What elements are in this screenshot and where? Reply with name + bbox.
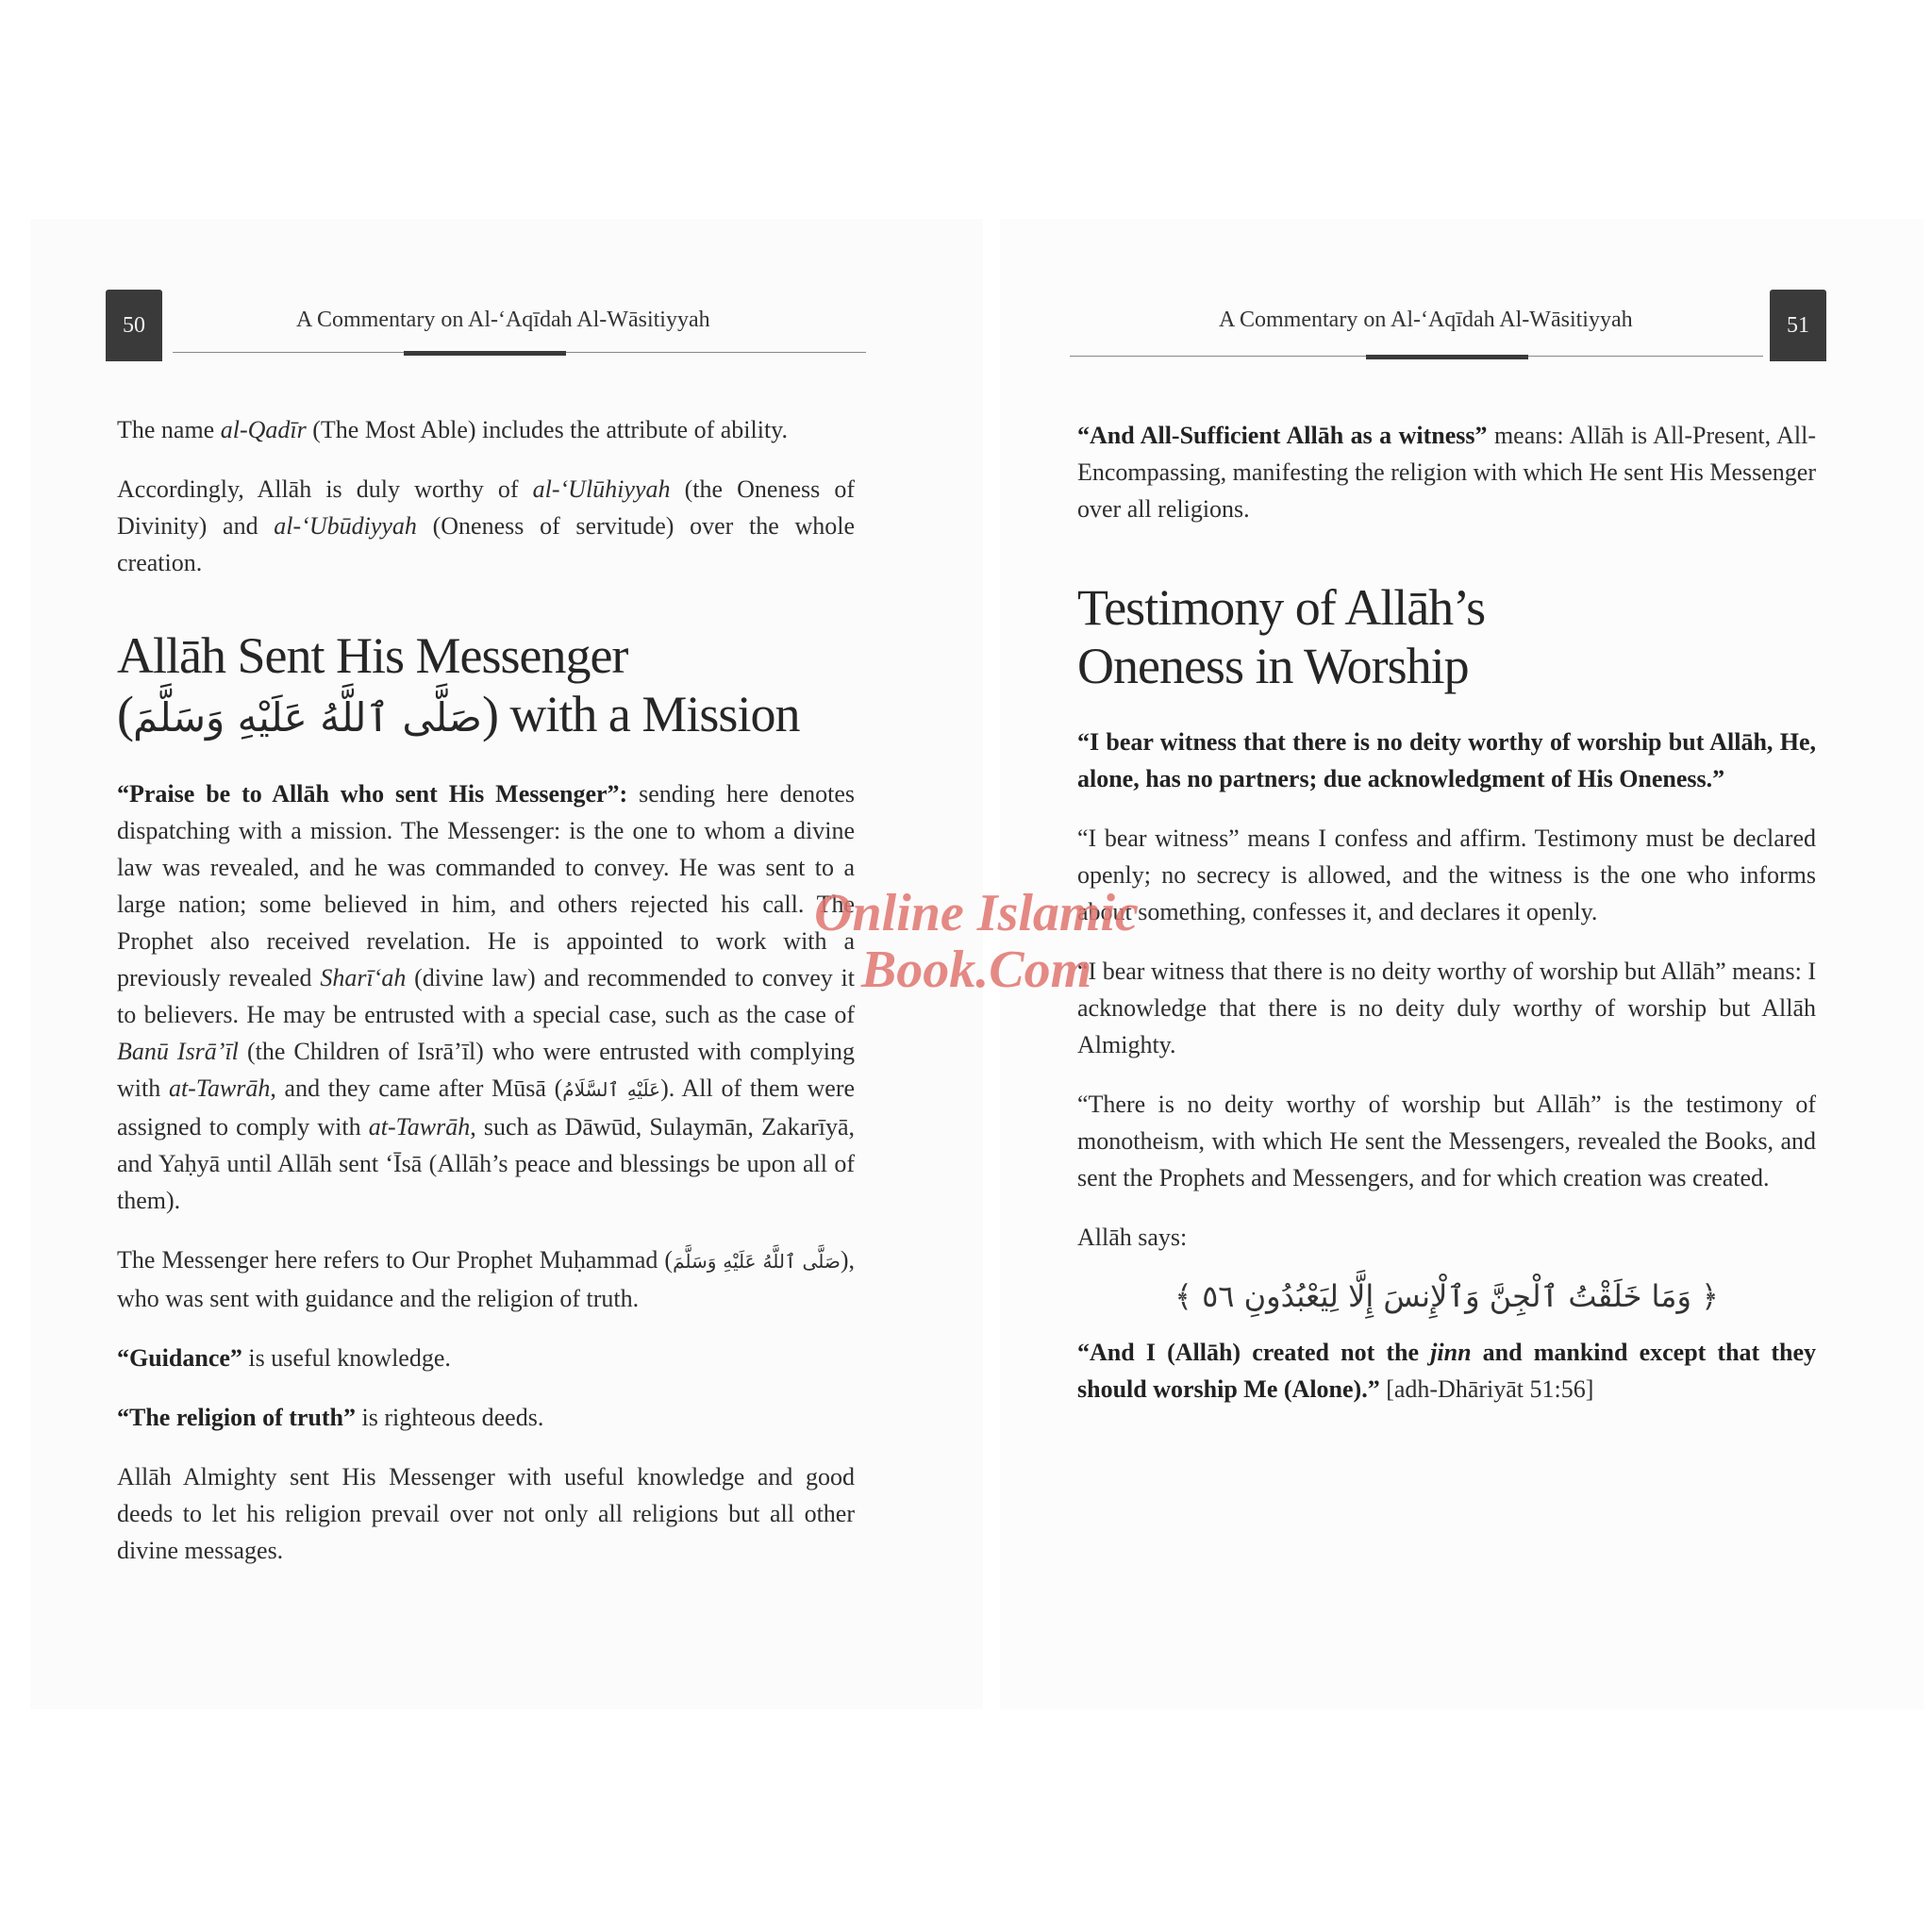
honorific-arabic: صَلَّى ٱللَّهُ عَلَيْهِ وَسَلَّمَ bbox=[132, 694, 482, 741]
paragraph: Accordingly, Allāh is duly worthy of al-‘Ulūhiyyah (the Oneness of Divinity) and al-‘Ubūdiyyah (Oneness of servitude) over the whole creation. bbox=[117, 475, 855, 576]
paragraph: “Guidance” is useful knowledge. bbox=[117, 1344, 451, 1372]
paragraph: “And All-Sufficient Allāh as a witness” means: Allāh is All-Present, All-Encompassing, manifesting the religion with which He sent His Messenger over all religions. bbox=[1077, 422, 1816, 523]
running-head-left: A Commentary on Al-‘Aqīdah Al-Wāsitiyyah bbox=[296, 308, 710, 332]
watermark: Online Islamic Book.Com bbox=[814, 884, 1139, 999]
paragraph: Allāh Almighty sent His Messenger with useful knowledge and good deeds to let his religion prevail over not only all religions but all other divine messages. bbox=[117, 1463, 855, 1564]
paragraph: “I bear witness that there is no deity worthy of worship but Allāh” means: I acknowledge that there is no deity duly worthy of worship but Allāh Almighty. bbox=[1077, 958, 1816, 1058]
paragraph: “Praise be to Allāh who sent His Messenger”: sending here denotes dispatching with a mission. The Messenger: is the one to whom a divine law was revealed, and he was commanded to convey. He was sent to a large nation; some believed in him, and others rejected his call. The Prophet also received revelation. He is appointed to work with a previously revealed Sharī‘ah (divine law) and recommended to convey it to believers. He may be entrusted with a special case, such as the case of Banū Isrā’īl (the Children of Isrā’īl) who were entrusted with complying with at-Tawrāh, and they came after Mūsā (عَلَيْهِ ٱلسَّلَامُ). All of them were assigned to comply with at-Tawrāh, such as Dāwūd, Sulaymān, Zakarīyā, and Yaḥyā until Allāh sent ‘Īsā (Allāh’s peace and blessings be upon all of them). bbox=[117, 780, 856, 1214]
right-page-body bbox=[1077, 417, 1816, 1430]
paragraph: Allāh says: bbox=[1077, 1224, 1188, 1251]
honorific-arabic: عَلَيْهِ ٱلسَّلَامُ bbox=[562, 1078, 661, 1101]
page-number-right: 51 bbox=[1770, 290, 1826, 361]
honorific-arabic: صَلَّى ٱللَّهُ عَلَيْهِ وَسَلَّمَ bbox=[673, 1250, 841, 1273]
header-rule-accent-right bbox=[1366, 355, 1528, 359]
paragraph: The name al-Qadīr (The Most Able) includes the attribute of ability. bbox=[117, 416, 788, 443]
left-page-body bbox=[117, 411, 855, 1591]
paragraph: The Messenger here refers to Our Prophet Muḥammad (صَلَّى ٱللَّهُ عَلَيْهِ وَسَلَّمَ), who was sent with guidance and the religion of truth. bbox=[117, 1246, 855, 1312]
paragraph: “I bear witness” means I confess and affirm. Testimony must be declared openly; no secrecy is allowed, and the witness is the one who informs about something, confesses it, and declares it openly. bbox=[1077, 824, 1816, 925]
section-heading: Testimony of Allāh’s Oneness in Worship bbox=[1077, 579, 1486, 694]
paragraph: “There is no deity worthy of worship but Allāh” is the testimony of monotheism, with which He sent the Messengers, revealed the Books, and sent the Prophets and Messengers, and for which creation was created. bbox=[1077, 1091, 1816, 1191]
running-head-right: A Commentary on Al-‘Aqīdah Al-Wāsitiyyah bbox=[1219, 308, 1633, 332]
paragraph: “The religion of truth” is righteous deeds. bbox=[117, 1404, 544, 1431]
section-heading: Allāh Sent His Messenger (صَلَّى ٱللَّهُ عَلَيْهِ وَسَلَّمَ) with a Mission bbox=[117, 627, 800, 742]
page-number-left: 50 bbox=[106, 290, 162, 361]
quran-verse-arabic: ﴿ وَمَا خَلَقْتُ ٱلْجِنَّ وَٱلْإِنسَ إِلَّا لِيَعْبُدُونِ ٥٦ ﴾ bbox=[1174, 1278, 1719, 1314]
header-rule-accent-left bbox=[404, 351, 566, 356]
paragraph: “I bear witness that there is no deity worthy of worship but Allāh, He, alone, has no partners; due acknowledgment of His Oneness.” bbox=[1077, 728, 1816, 792]
quran-verse-translation: “And I (Allāh) created not the jinn and mankind except that they should worship Me (Alone).” [adh-Dhāriyāt 51:56] bbox=[1077, 1339, 1816, 1403]
